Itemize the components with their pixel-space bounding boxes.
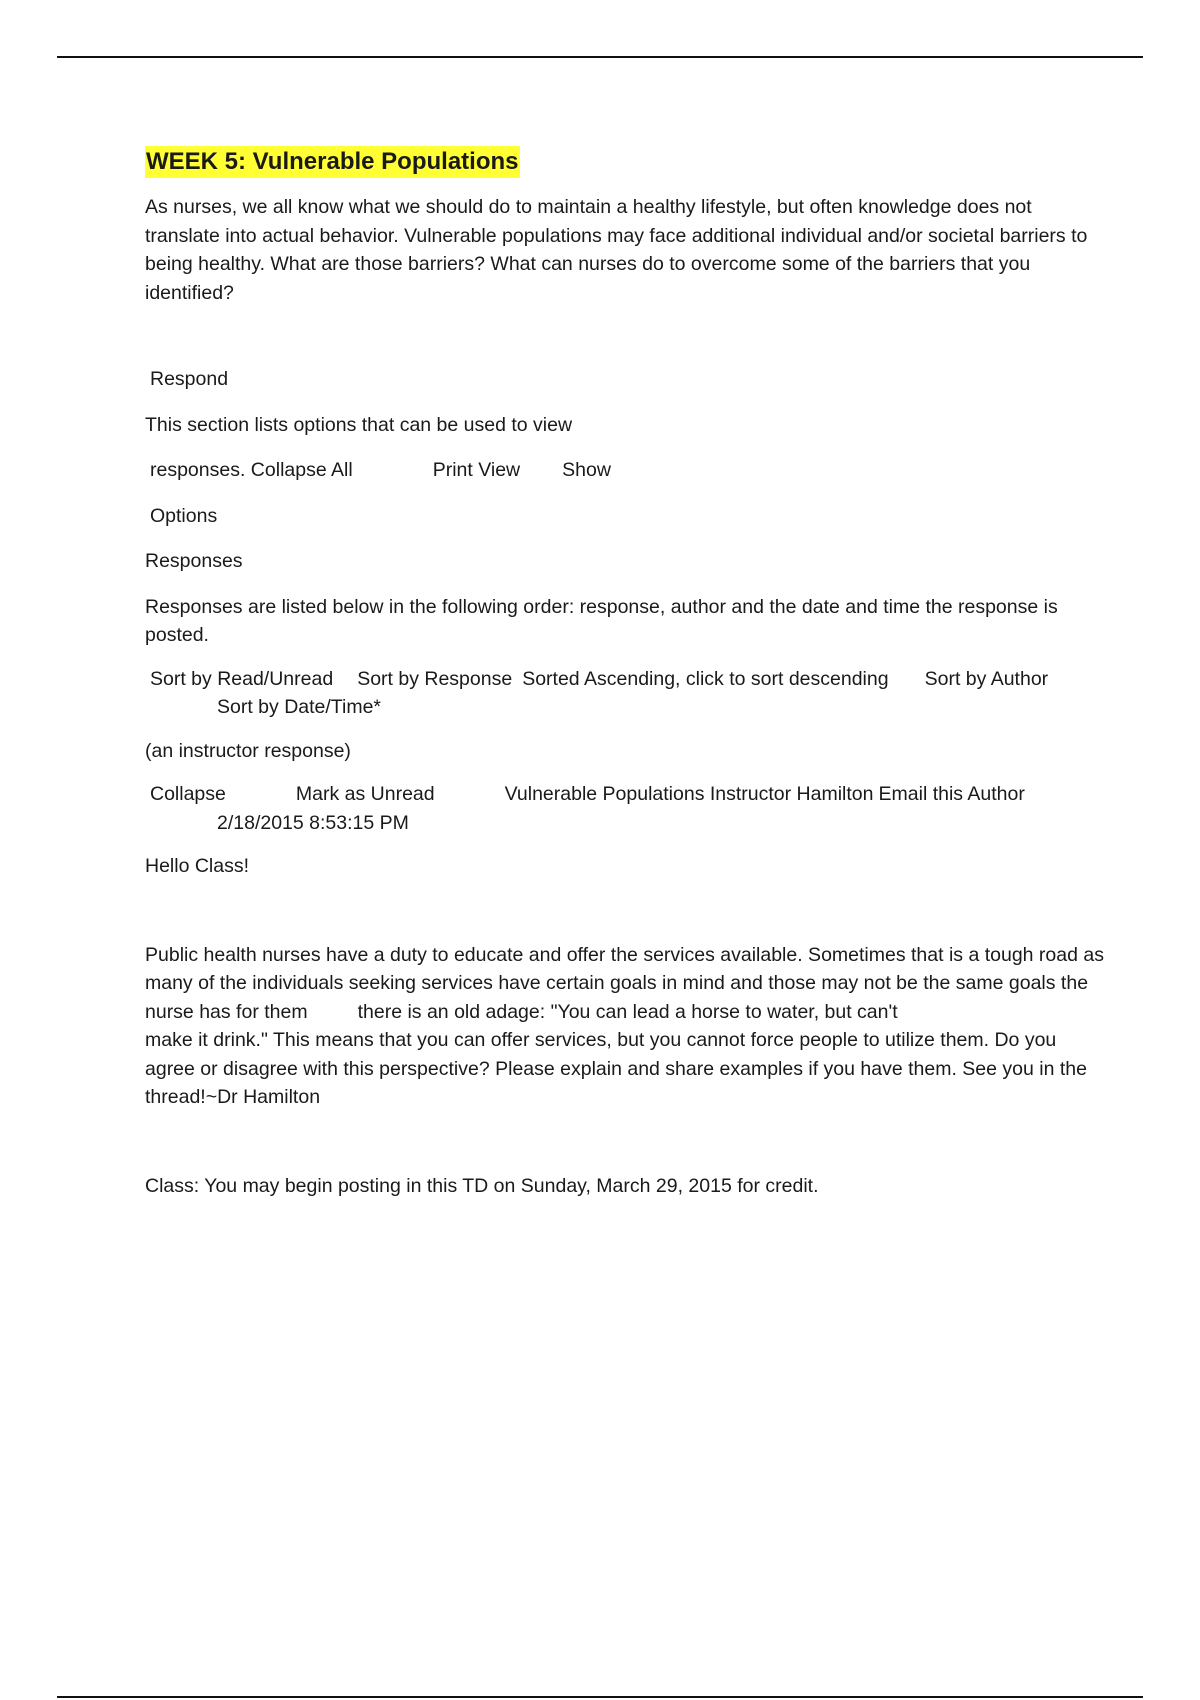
- document-body: [145, 146, 1105, 1200]
- class-note: Class: You may begin posting in this TD on Sunday, March 29, 2015 for credit.: [145, 1174, 819, 1197]
- intro-paragraph: As nurses, we all know what we should do to maintain a healthy lifestyle, but often knowledge does not translate into actual behavior. Vulnerable populations may face additional individual and/or societal barriers to being healthy. What are those barriers? What can nurses do to overcome some of the barriers that you identified?: [145, 196, 1088, 304]
- mark-unread-link[interactable]: Mark as Unread: [295, 783, 435, 805]
- sort-row: [145, 665, 1105, 694]
- post-body-part-1: Public health nurses have a duty to educate and offer the services available. Sometimes that is a tough road as many of the individuals seeking services have certain goals in mind and those may not be the same goals the nurse has for them: [145, 943, 1104, 1023]
- sorted-ascending-link[interactable]: Sorted Ascending, click to sort descending: [522, 667, 889, 690]
- post-body-part-2: there is an old adage: "You can lead a horse to water, but can't: [357, 1000, 898, 1023]
- bottom-rule: [57, 1696, 1143, 1698]
- responses-heading: Responses: [145, 550, 243, 572]
- responses-order-note: Responses are listed below in the following order: response, author and the date and time the response is posted.: [145, 595, 1058, 646]
- collapse-link[interactable]: Collapse: [150, 783, 226, 805]
- email-author-link[interactable]: Email this Author: [878, 783, 1025, 805]
- collapse-all-link[interactable]: responses. Collapse All: [150, 459, 353, 481]
- post-body: [145, 941, 1105, 1027]
- sort-response-link[interactable]: Sort by Response: [357, 667, 513, 690]
- options-label[interactable]: Options: [150, 504, 218, 527]
- post-greeting: Hello Class!: [145, 855, 250, 877]
- print-view-link[interactable]: Print View: [432, 459, 521, 481]
- top-rule: [57, 56, 1143, 58]
- page-title: WEEK 5: Vulnerable Populations: [145, 146, 520, 178]
- options-intro: This section lists options that can be used to view: [145, 413, 573, 436]
- respond-link[interactable]: Respond: [150, 368, 229, 390]
- post-timestamp: 2/18/2015 8:53:15 PM: [217, 811, 409, 834]
- show-options-link[interactable]: Show: [562, 459, 611, 481]
- instructor-response-note: (an instructor response): [145, 739, 351, 762]
- post-header-row: [145, 780, 1105, 809]
- sort-read-unread-link[interactable]: Sort by Read/Unread: [150, 667, 334, 690]
- post-body-part-3: make it drink." This means that you can offer services, but you cannot force people to utilize them. Do you agree or disagree with this perspective? Please explain and share examples if you have them. See you in the thread!~Dr Hamilton: [145, 1029, 1087, 1108]
- post-subject-author: Vulnerable Populations Instructor Hamilton: [504, 783, 874, 805]
- sort-date-time-link[interactable]: Sort by Date/Time*: [217, 696, 381, 718]
- sort-author-link[interactable]: Sort by Author: [924, 667, 1049, 690]
- options-row: [145, 456, 1105, 485]
